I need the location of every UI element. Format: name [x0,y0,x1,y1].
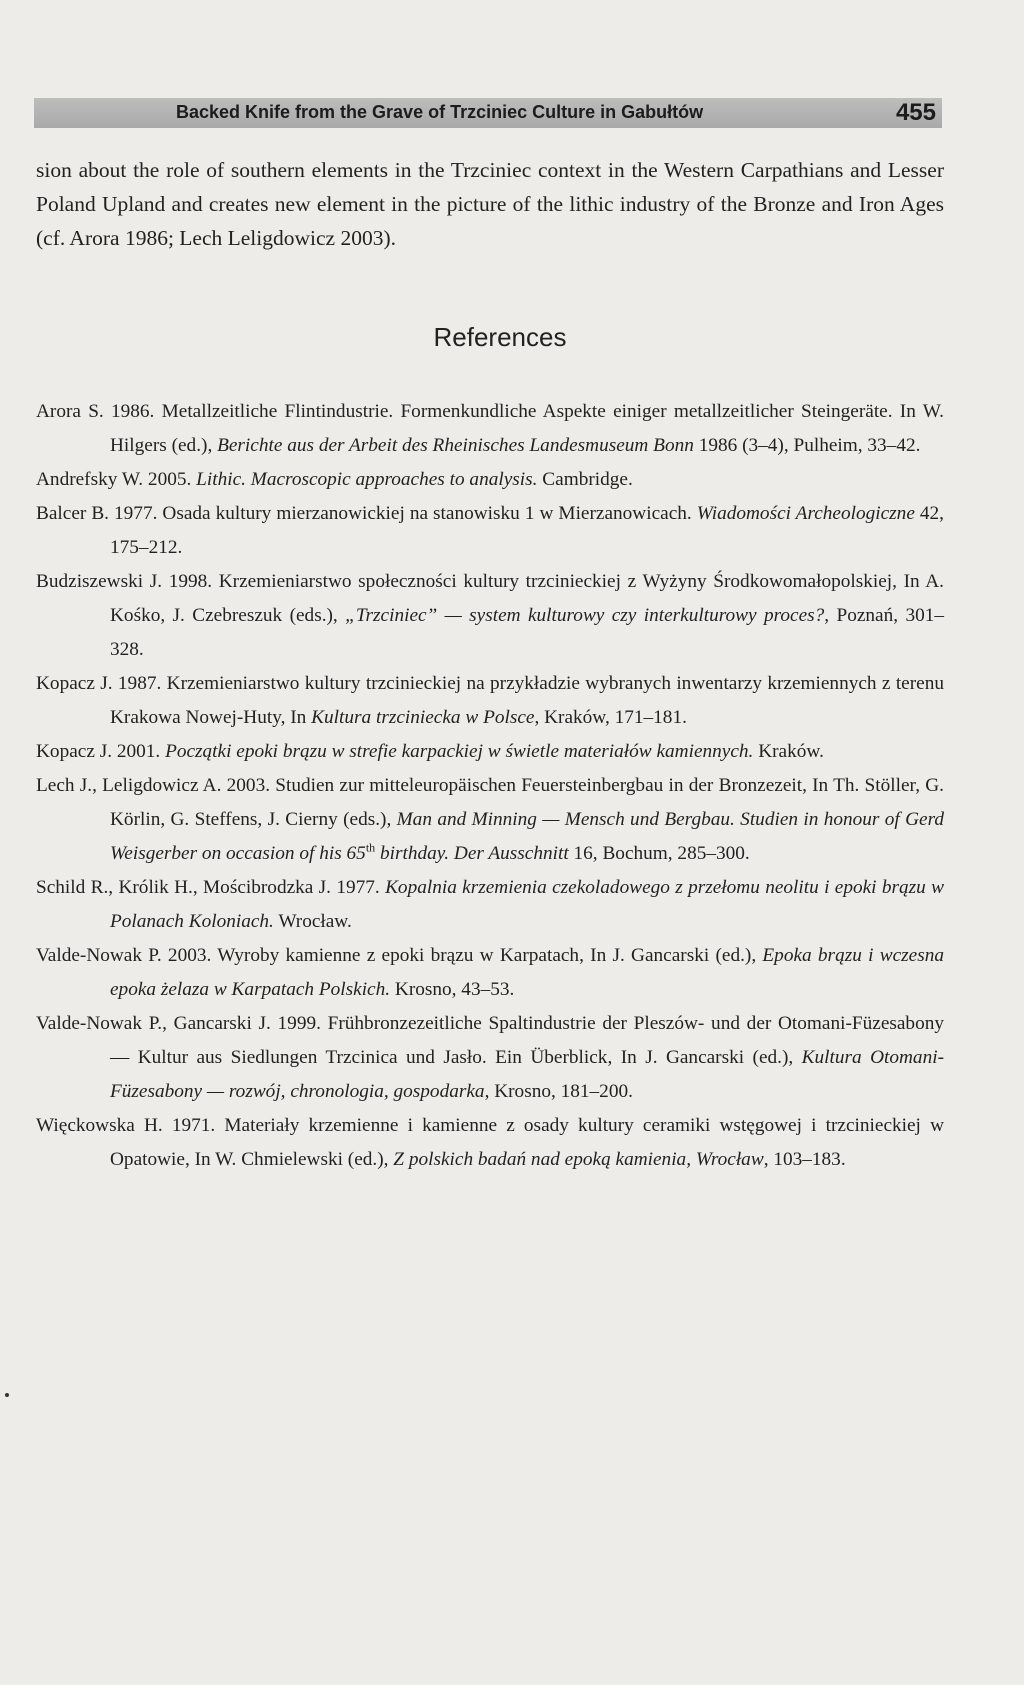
references-list [36,395,944,1177]
reference-entry: Kopacz J. 2001. Początki epoki brązu w strefie karpackiej w świetle materiałów kamiennych. Kraków. [36,741,824,762]
reference-entry: Valde-Nowak P., Gancarski J. 1999. Frühbronzezeitliche Spaltindustrie der Pleszów- und der Otomani-Füzesabony — Kultur aus Siedlungen Trzcinica und Jasło. Ein Überblick, In J. Gancarski (ed.), Kultura Otomani-Füzesabony — rozwój, chronologia, gospodarka, Krosno, 181–200. [36,1013,944,1102]
running-header-title: Backed Knife from the Grave of Trzciniec Culture in Gabułtów [176,102,704,122]
reference-entry: Andrefsky W. 2005. Lithic. Macroscopic approaches to analysis. Cambridge. [36,469,633,490]
references-heading: References [433,322,567,352]
page-number: 455 [895,99,936,126]
reference-entry: Valde-Nowak P. 2003. Wyroby kamienne z epoki brązu w Karpatach, In J. Gancarski (ed.), Epoka brązu i wczesna epoka żelaza w Karpatach Polskich. Krosno, 43–53. [36,945,944,1000]
reference-entry: Kopacz J. 1987. Krzemieniarstwo kultury trzcinieckiej na przykładzie wybranych inwentarzy krzemiennych z terenu Krakowa Nowej-Huty, In Kultura trzciniecka w Polsce, Kraków, 171–181. [36,673,944,728]
running-header [34,98,942,128]
reference-entry: Schild R., Królik H., Mościbrodzka J. 1977. Kopalnia krzemienia czekoladowego z przełomu neolitu i epoki brązu w Polanach Koloniach. Wrocław. [36,877,945,932]
reference-entry: Balcer B. 1977. Osada kultury mierzanowickiej na stanowisku 1 w Mierzanowicach. Wiadomości Archeologiczne 42, 175–212. [36,503,945,558]
intro-paragraph: sion about the role of southern elements in the Trzciniec context in the Western Carpathians and Lesser Poland Upland and creates new element in the picture of the lithic industry of the Bronze and Iron Ages (cf. Arora 1986; Lech Leligdowicz 2003). [36,158,944,250]
margin-dot [5,1393,9,1397]
reference-entry: Arora S. 1986. Metallzeitliche Flintindustrie. Formenkundliche Aspekte einiger metallzeitlicher Steingeräte. In W. Hilgers (ed.), Berichte aus der Arbeit des Rheinisches Landesmuseum Bonn 1986 (3–4), Pulheim, 33–42. [36,401,944,456]
reference-entry: Więckowska H. 1971. Materiały krzemienne i kamienne z osady kultury ceramiki wstęgowej i trzcinieckiej w Opatowie, In W. Chmielewski (ed.), Z polskich badań nad epoką kamienia, Wrocław, 103–183. [36,1115,944,1170]
reference-entry: Budziszewski J. 1998. Krzemieniarstwo społeczności kultury trzcinieckiej z Wyżyny Środkowomałopolskiej, In A. Kośko, J. Czebreszuk (eds.), „Trzciniec” — system kulturowy czy interkulturowy proces?, Poznań, 301–328. [36,571,945,660]
reference-entry: Lech J., Leligdowicz A. 2003. Studien zur mitteleuropäischen Feuersteinbergbau in der Bronzezeit, In Th. Stöller, G. Körlin, G. Steffens, J. Cierny (eds.), Man and Minning — Mensch und Bergbau. Studien in honour of Gerd Weisgerber on occasion of his 65th birthday. Der Ausschnitt 16, Bochum, 285–300. [36,775,945,864]
